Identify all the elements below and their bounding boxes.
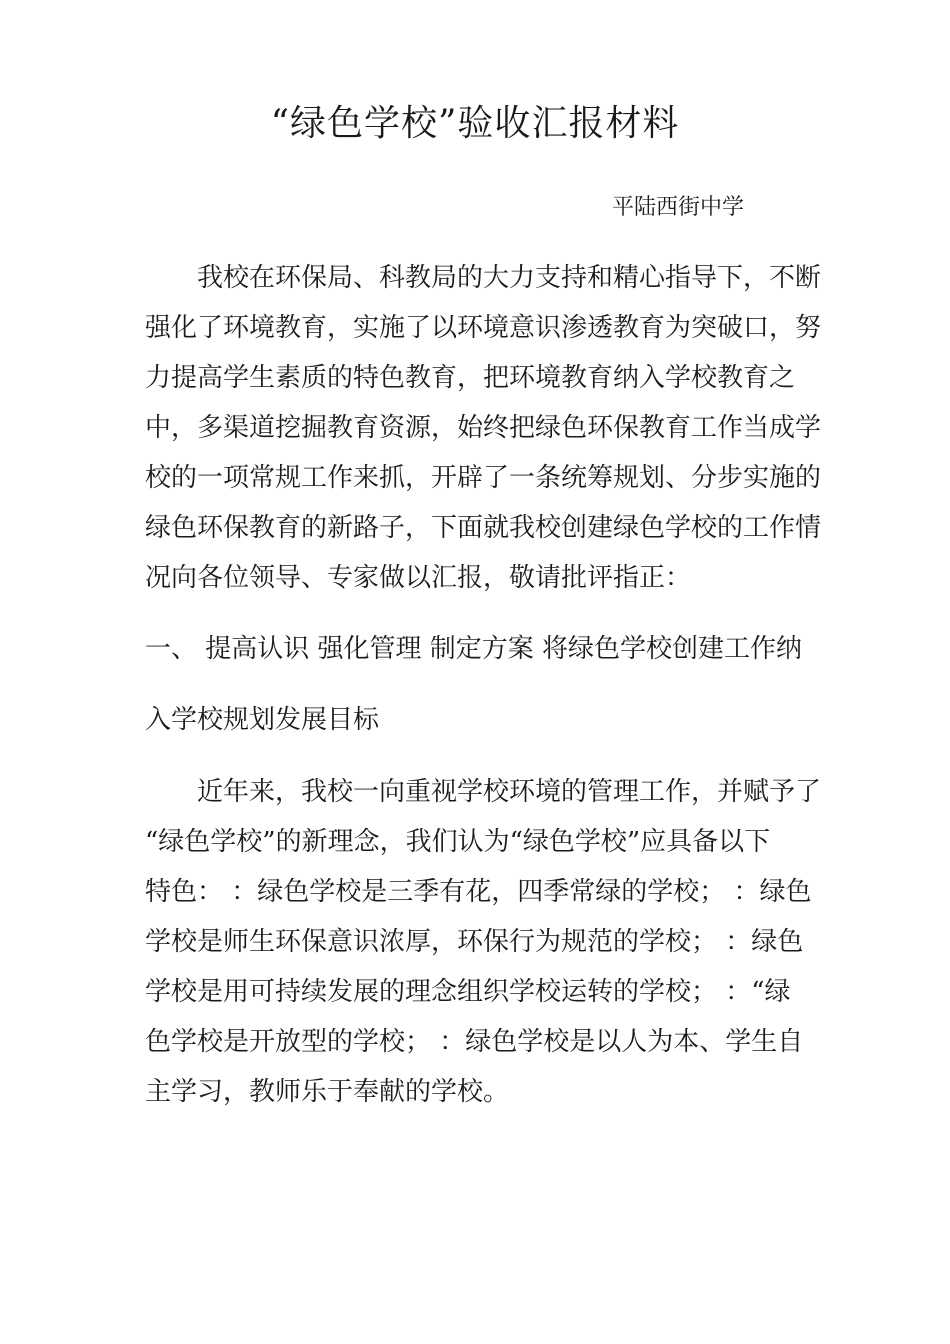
paragraph-1-line-7: 况向各位领导、专家做以汇报，敬请批评指正：	[145, 563, 692, 593]
paragraph-1-line-6: 绿色环保教育的新路子，下面就我校创建绿色学校的工作情	[145, 513, 822, 543]
paragraph-1-line-1: 我校在环保局、科教局的大力支持和精心指导下，不断	[197, 263, 822, 293]
paragraph-1-line-4: 中，多渠道挖掘教育资源，始终把绿色环保教育工作当成学	[145, 413, 822, 443]
paragraph-1-line-3: 力提高学生素质的特色教育，把环境教育纳入学校教育之	[145, 363, 796, 393]
paragraph-2-line-6: 色学校是开放型的学校； ：绿色学校是以人为本、学生自	[145, 1027, 804, 1057]
paragraph-2-line-7: 主学习，教师乐于奉献的学校。	[145, 1077, 510, 1107]
document-author: 平陆西街中学	[612, 195, 745, 220]
paragraph-1-line-5: 校的一项常规工作来抓，开辟了一条统筹规划、分步实施的	[145, 463, 822, 493]
heading-1-line-1: 一、 提高认识 强化管理 制定方案 将绿色学校创建工作纳	[145, 634, 803, 664]
paragraph-2-line-4: 学校是师生环保意识浓厚，环保行为规范的学校； ：绿色	[145, 927, 804, 957]
paragraph-2-line-5: 学校是用可持续发展的理念组织学校运转的学校； ：“绿	[145, 977, 791, 1007]
heading-1-line-2: 入学校规划发展目标	[145, 705, 380, 735]
paragraph-1-line-2: 强化了环境教育，实施了以环境意识渗透教育为突破口，努	[145, 313, 822, 343]
paragraph-2-line-3: 特色： ：绿色学校是三季有花，四季常绿的学校； ：绿色	[145, 877, 812, 907]
paragraph-2-line-1: 近年来，我校一向重视学校环境的管理工作，并赋予了	[197, 777, 822, 807]
document-title: “绿色学校”验收汇报材料	[270, 103, 680, 144]
paragraph-2-line-2: “绿色学校”的新理念，我们认为“绿色学校”应具备以下	[145, 827, 771, 857]
